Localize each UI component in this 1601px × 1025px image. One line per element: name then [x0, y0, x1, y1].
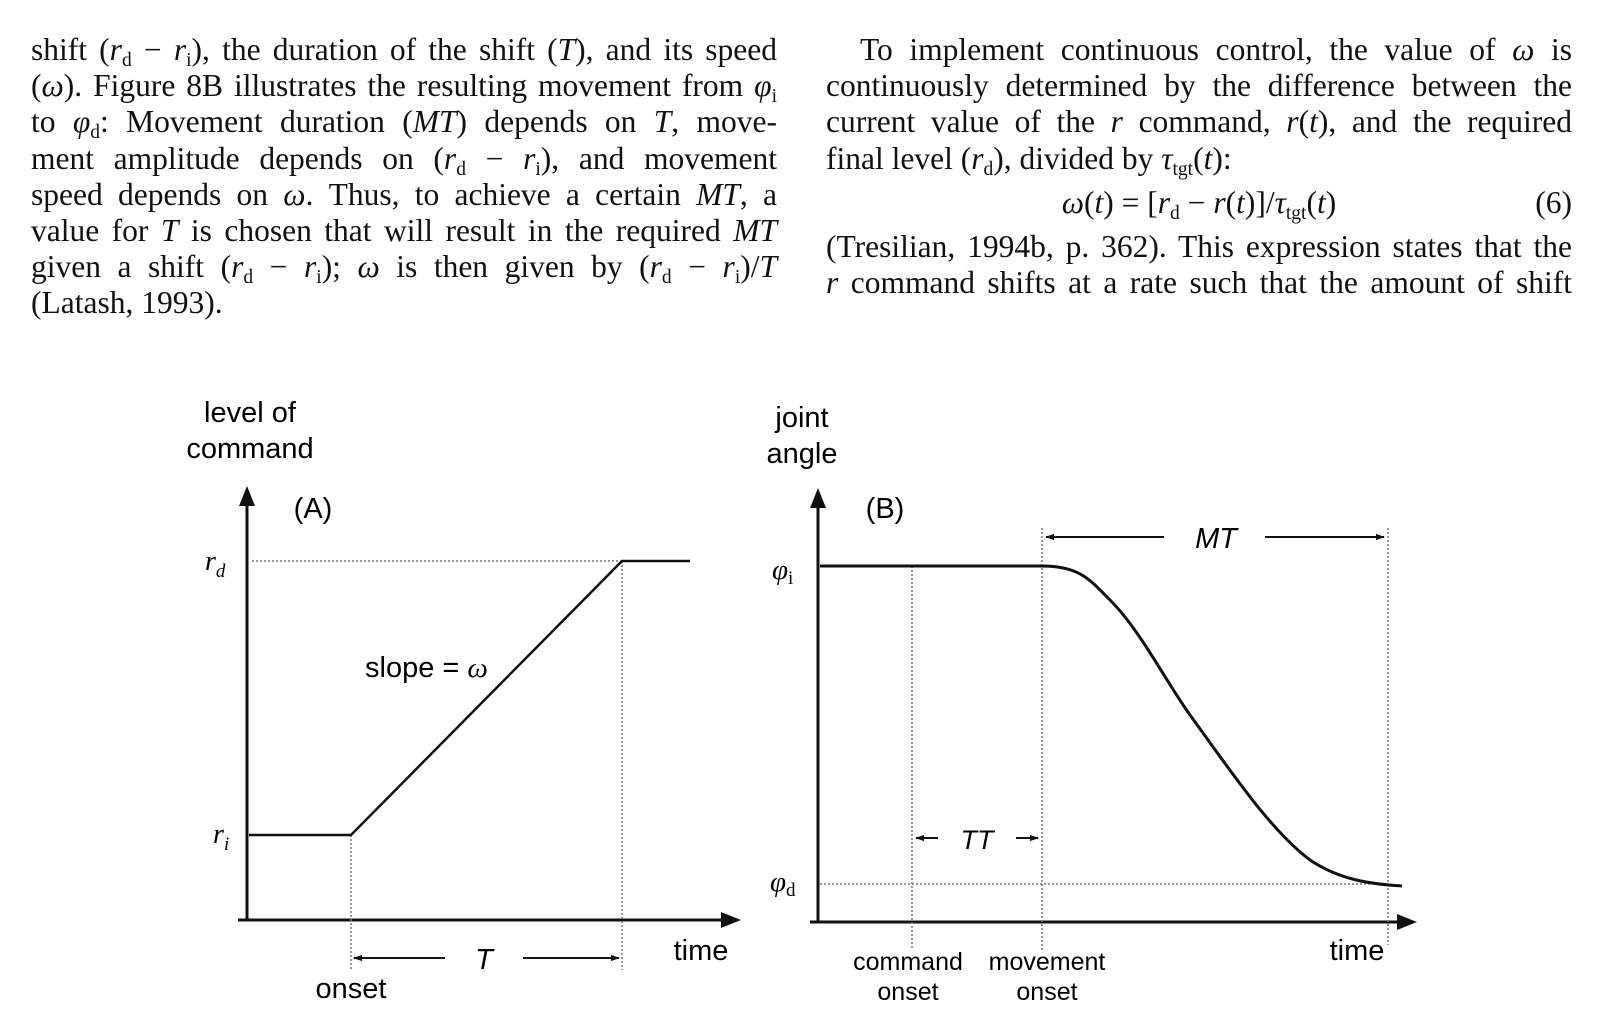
panel-b-label: (B): [865, 493, 905, 525]
MT-label: MT: [1195, 523, 1237, 555]
text-line: ment amplitude depends on $(r_d - r_i)$, and movement: [31, 140, 777, 180]
panel-a: [186, 397, 737, 1005]
movement-onset-label-line1: movement: [988, 948, 1106, 976]
ri-tick-label: $r_i$: [213, 819, 230, 855]
text-line: continuously determined by the difference between the: [826, 68, 1572, 104]
equation-expression: $\omega(t) = [r_d - r(t)]/\tau_{tgt}(t)$: [1061, 184, 1337, 224]
text-line: value for T is chosen that will result in the required MT: [31, 212, 777, 248]
slope-annotation: slope = ω: [365, 652, 488, 684]
text-line: To implement continuous control, the value of ω is: [860, 32, 1573, 67]
panel-a-time-label: time: [673, 935, 729, 967]
TT-label: TT: [960, 825, 994, 855]
joint-angle-trace: [820, 566, 1402, 886]
panel-a-ylabel-line2: command: [186, 433, 314, 465]
T-label: T: [475, 944, 493, 976]
panel-b: [767, 402, 1413, 1006]
text-line: shift $(r_d - r_i)$, the duration of the shift (T), and its speed: [31, 32, 777, 72]
panel-b-ylabel-line1: joint: [775, 402, 829, 434]
panel-b-time-label: time: [1329, 935, 1385, 967]
text-line: given a shift $(r_d - r_i)$; ω is then given by $(r_d - r_i)/T$: [31, 249, 778, 289]
text-line: (Latash, 1993).: [31, 285, 223, 321]
text-line: speed depends on ω. Thus, to achieve a certain MT, a: [31, 176, 777, 212]
text-line: final level $(r_d)$, divided by $\tau_{tgt}(t)$:: [826, 140, 1232, 180]
movement-onset-label-line2: onset: [1016, 978, 1078, 1006]
panel-a-label: (A): [293, 493, 333, 525]
text-line: (ω). Figure 8B illustrates the resulting movement from $\varphi_i$: [31, 68, 777, 108]
text-line: (Tresilian, 1994b, p. 362). This expression states that the: [826, 228, 1572, 264]
equation-number: (6): [1535, 184, 1572, 220]
text-line: to $\varphi_d$: Movement duration (MT) depends on T, move-: [31, 104, 777, 144]
phi-i-tick-label: φi: [772, 554, 794, 589]
text-line: r command shifts at a rate such that the amount of shift: [826, 264, 1572, 300]
command-trace: [249, 561, 690, 835]
panel-b-ylabel-line2: angle: [766, 438, 838, 470]
rd-tick-label: $r_d$: [205, 546, 226, 582]
command-onset-label-line1: command: [853, 948, 963, 976]
text-line: current value of the r command, r(t), and the required: [826, 104, 1572, 140]
command-onset-label-line2: onset: [877, 978, 939, 1006]
panel-a-ylabel-line1: level of: [204, 397, 296, 429]
onset-label: onset: [315, 973, 387, 1005]
phi-d-tick-label: φd: [770, 866, 796, 901]
